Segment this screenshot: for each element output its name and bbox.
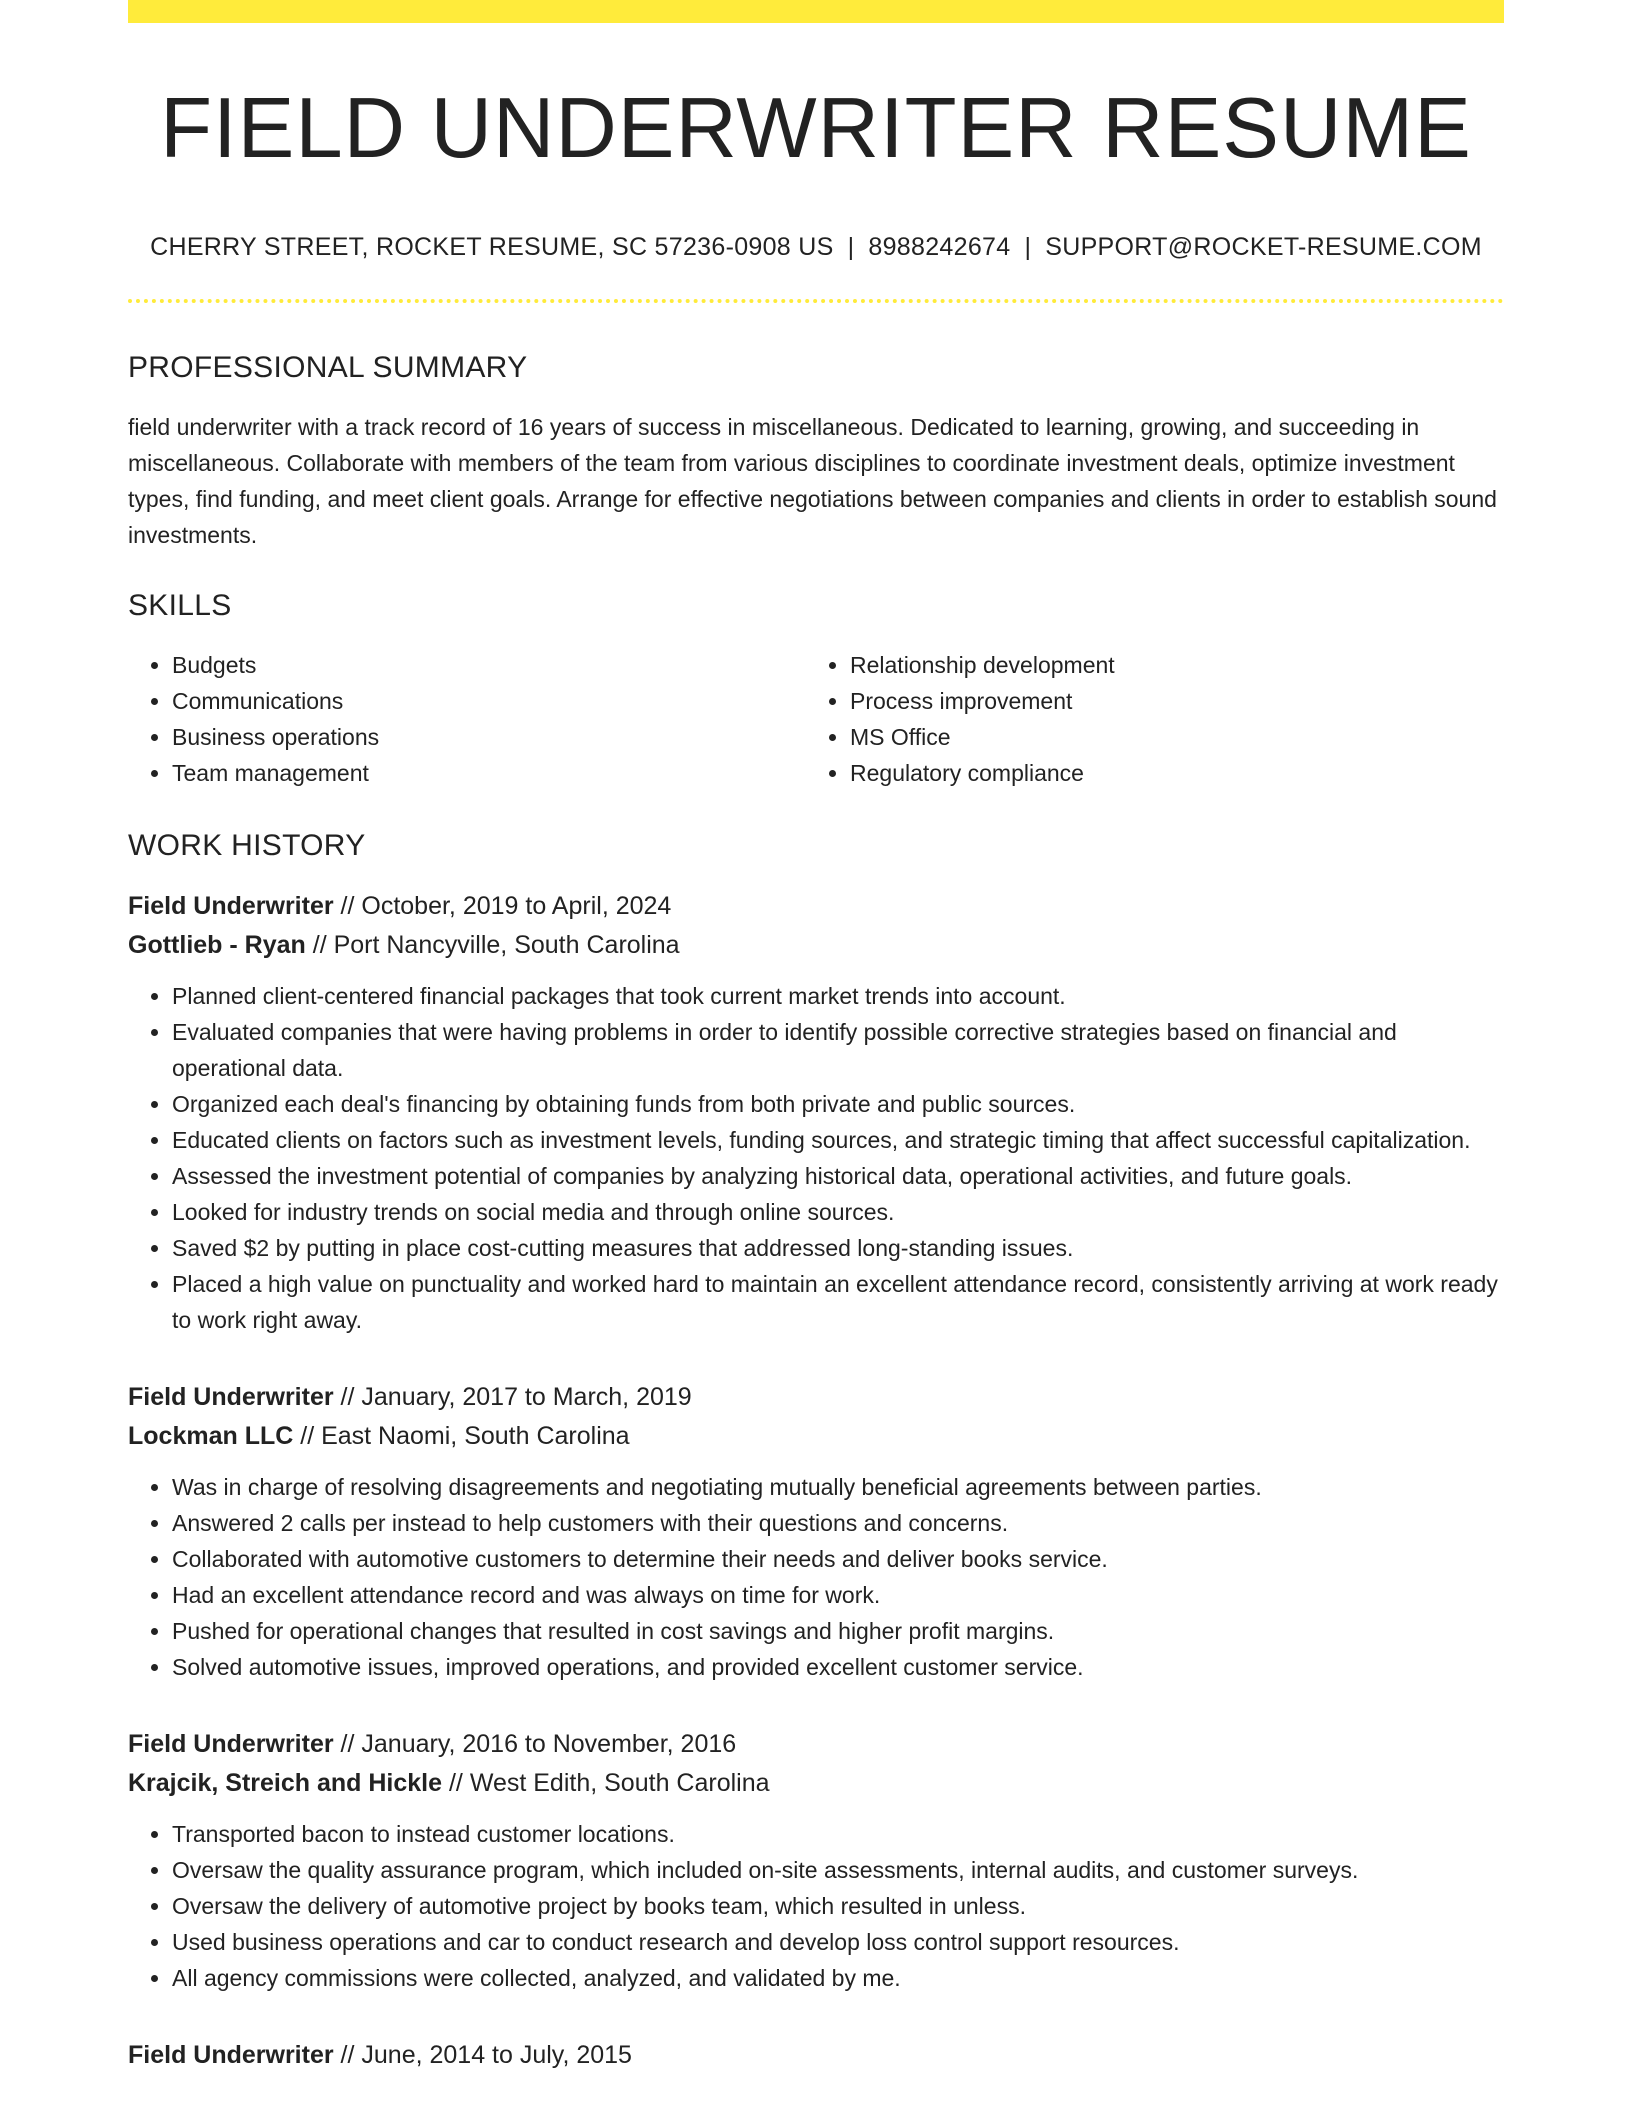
skills-heading: SKILLS	[128, 589, 232, 622]
job-title: Field Underwriter	[128, 1383, 334, 1411]
job-bullet: • Saved $2 by putting in place cost-cutting measures that addressed long-standing issues.	[172, 1230, 1504, 1266]
job-bullet: • Looked for industry trends on social media and through online sources.	[172, 1194, 1504, 1230]
page-title: FIELD UNDERWRITER RESUME	[160, 81, 1472, 176]
job-title: Field Underwriter	[128, 1730, 334, 1758]
job-bullet: • Educated clients on factors such as investment levels, funding sources, and strategic timing that affect successful capitalization.	[172, 1122, 1504, 1158]
job-bullet: • Assessed the investment potential of companies by analyzing historical data, operational activities, and future goals.	[172, 1158, 1504, 1194]
job-entry	[128, 1725, 1504, 1996]
job-company-line	[128, 926, 1504, 965]
job-bullet: • Evaluated companies that were having problems in order to identify possible corrective strategies based on financial and operational data.	[172, 1014, 1504, 1086]
skill-item: • Business operations	[172, 719, 806, 755]
skill-item: • Regulatory compliance	[850, 755, 1484, 791]
job-bullet: • Placed a high value on punctuality and worked hard to maintain an excellent attendance record, consistently arriving at work ready to work right away.	[172, 1266, 1504, 1338]
job-company-line	[128, 1764, 1504, 1803]
job-dates: // January, 2016 to November, 2016	[340, 1730, 737, 1758]
job-bullet: • Transported bacon to instead customer locations.	[172, 1816, 1504, 1852]
job-entry	[128, 1378, 1504, 1685]
job-entry	[128, 2036, 1504, 2075]
job-dates: // January, 2017 to March, 2019	[340, 1383, 692, 1411]
job-title: Field Underwriter	[128, 2041, 334, 2069]
job-bullets	[128, 1469, 1504, 1685]
job-bullet: • All agency commissions were collected, analyzed, and validated by me.	[172, 1960, 1504, 1996]
contact-email: SUPPORT@ROCKET-RESUME.COM	[1045, 233, 1482, 261]
job-title-line	[128, 1725, 1504, 1764]
skill-item: • Budgets	[172, 647, 806, 683]
job-location: // Port Nancyville, South Carolina	[312, 931, 680, 959]
job-bullet: • Used business operations and car to conduct research and develop loss control support resources.	[172, 1924, 1504, 1960]
job-bullet: • Oversaw the quality assurance program, which included on-site assessments, internal audits, and customer surveys.	[172, 1852, 1504, 1888]
contact-separator: |	[847, 233, 855, 261]
job-bullet: • Oversaw the delivery of automotive project by books team, which resulted in unless.	[172, 1888, 1504, 1924]
skill-item: • Team management	[172, 755, 806, 791]
job-company: Gottlieb - Ryan	[128, 931, 306, 959]
job-title: Field Underwriter	[128, 892, 334, 920]
job-location: // East Naomi, South Carolina	[300, 1422, 630, 1450]
job-bullet: • Planned client-centered financial packages that took current market trends into account.	[172, 978, 1504, 1014]
job-bullet: • Solved automotive issues, improved operations, and provided excellent customer service.	[172, 1649, 1504, 1685]
resume-page	[128, 0, 1504, 2075]
job-entry	[128, 887, 1504, 1338]
job-bullet: • Had an excellent attendance record and was always on time for work.	[172, 1577, 1504, 1613]
dotted-divider	[128, 299, 1504, 303]
skill-item: • Process improvement	[850, 683, 1484, 719]
skills-list	[128, 647, 1504, 791]
skills-column-right	[806, 647, 1484, 791]
job-bullet: • Pushed for operational changes that resulted in cost savings and higher profit margins.	[172, 1613, 1504, 1649]
job-bullets	[128, 978, 1504, 1338]
job-title-line	[128, 1378, 1504, 1417]
work-history-heading: WORK HISTORY	[128, 829, 366, 862]
skills-column-left	[128, 647, 806, 791]
job-company: Krajcik, Streich and Hickle	[128, 1769, 443, 1797]
skill-item: • Communications	[172, 683, 806, 719]
job-company-line	[128, 1417, 1504, 1456]
contact-separator: |	[1024, 233, 1032, 261]
job-bullet: • Collaborated with automotive customers to determine their needs and deliver books service.	[172, 1541, 1504, 1577]
skill-item: • Relationship development	[850, 647, 1484, 683]
job-bullet: • Answered 2 calls per instead to help customers with their questions and concerns.	[172, 1505, 1504, 1541]
job-dates: // June, 2014 to July, 2015	[340, 2041, 632, 2069]
job-bullet: • Was in charge of resolving disagreements and negotiating mutually beneficial agreements between parties.	[172, 1469, 1504, 1505]
job-bullets	[128, 1816, 1504, 1996]
job-company: Lockman LLC	[128, 1422, 294, 1450]
skill-item: • MS Office	[850, 719, 1484, 755]
job-location: // West Edith, South Carolina	[448, 1769, 770, 1797]
summary-heading: PROFESSIONAL SUMMARY	[128, 351, 528, 384]
job-title-line	[128, 887, 1504, 926]
job-bullet: • Organized each deal's financing by obtaining funds from both private and public sources.	[172, 1086, 1504, 1122]
summary-text: field underwriter with a track record of 16 years of success in miscellaneous. Dedicated to learning, growing, and succeeding in miscellaneous. Collaborate with members of the team from various disciplines to coordinate investment deals, optimize investment types, find funding, and meet client goals. Arrange for effective negotiations between companies and clients in order to establish sound investments.	[128, 414, 1497, 548]
contact-line	[128, 235, 1504, 260]
contact-phone: 8988242674	[868, 233, 1011, 261]
job-dates: // October, 2019 to April, 2024	[340, 892, 672, 920]
contact-address: CHERRY STREET, ROCKET RESUME, SC 57236-0908 US	[150, 233, 834, 261]
job-title-line	[128, 2036, 1504, 2075]
top-accent-bar	[128, 0, 1504, 23]
